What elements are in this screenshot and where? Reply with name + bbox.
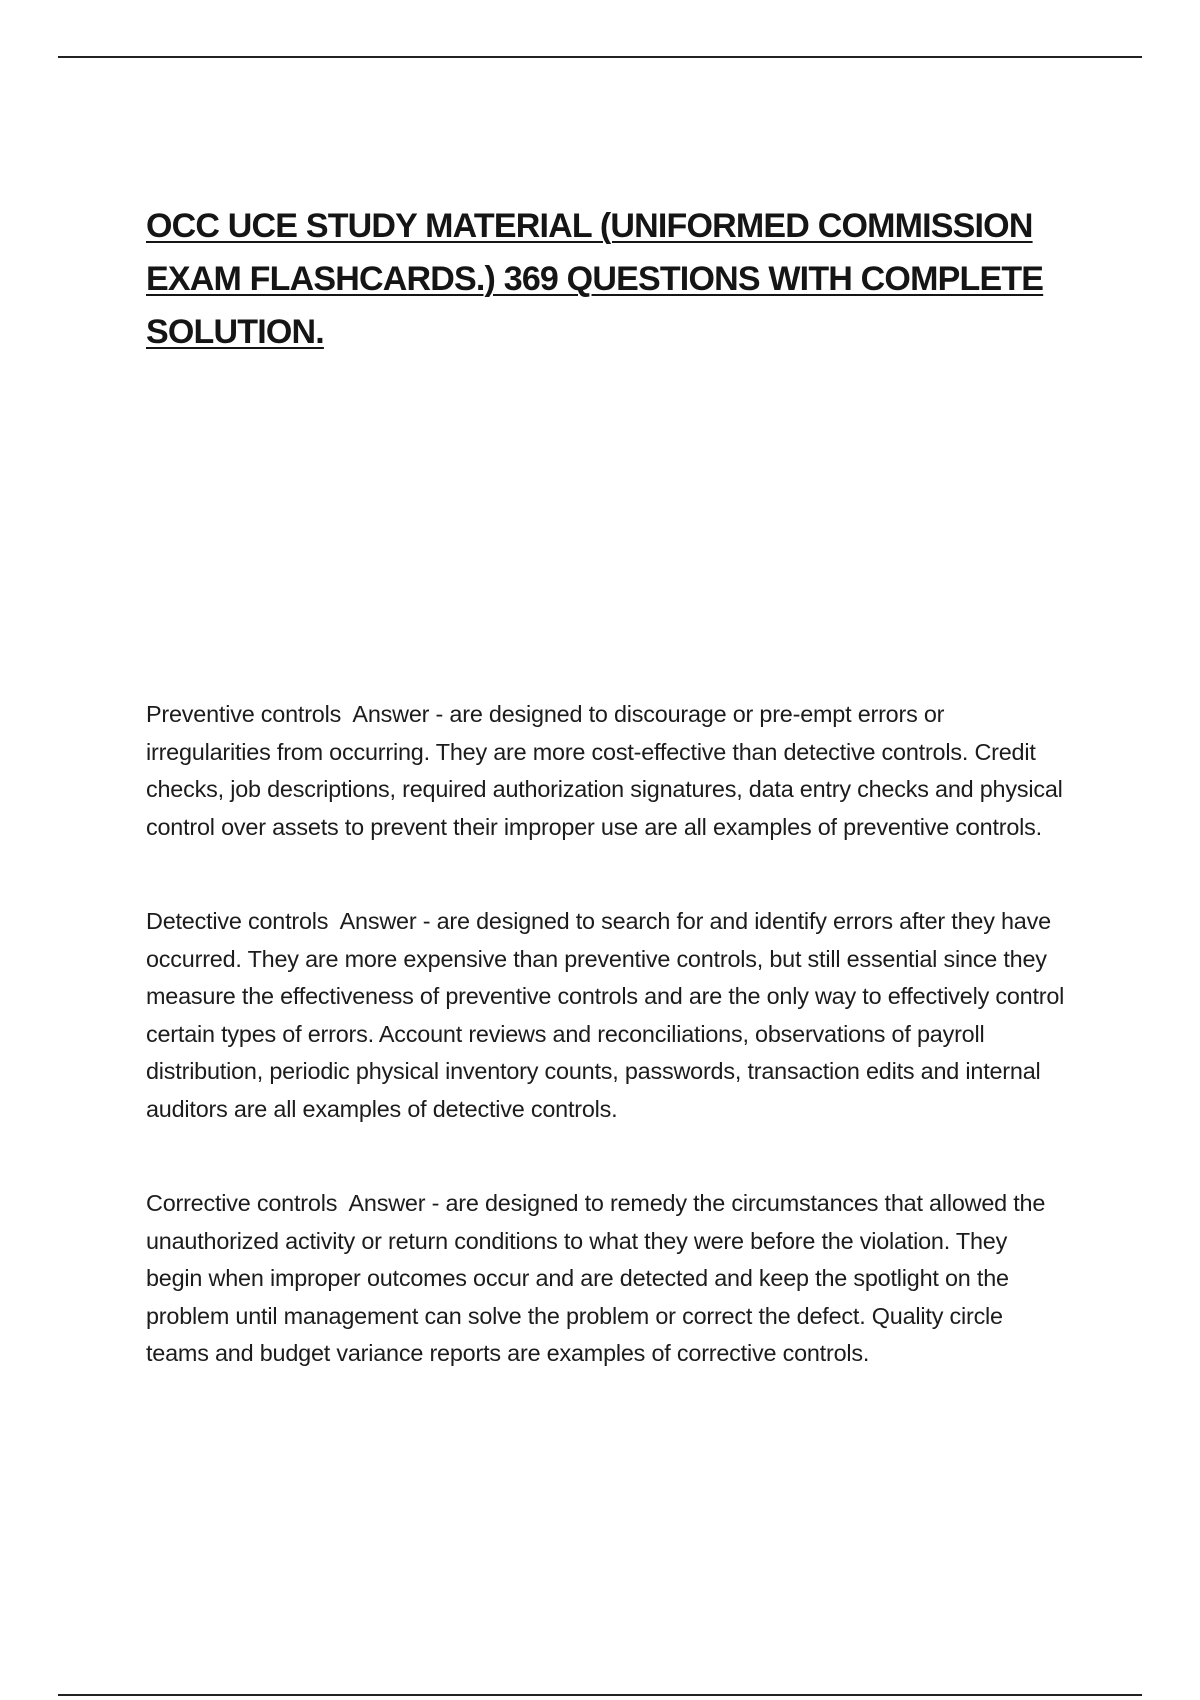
flashcard-term: Preventive controls	[146, 701, 342, 727]
answer-prefix: Answer -	[341, 701, 450, 727]
header-rule	[58, 56, 1142, 58]
flashcard-entry	[146, 903, 1066, 1128]
answer-prefix: Answer -	[337, 1190, 446, 1216]
answer-prefix: Answer -	[328, 908, 437, 934]
flashcard-answer: are designed to remedy the circumstances that allowed the unauthorized activity or return conditions to what they were before the violation. They begin when improper outcomes occur and are detected and keep the spotlight on the problem until management can solve the problem or correct the defect. Quality circle teams and budget variance reports are examples of corrective controls.	[146, 1190, 1046, 1366]
document-title: OCC UCE STUDY MATERIAL (UNIFORMED COMMISSION EXAM FLASHCARDS.) 369 QUESTIONS WITH COMPLETE SOLUTION.	[146, 207, 1044, 351]
footer-rule	[58, 1694, 1142, 1696]
flashcard-list	[146, 696, 1066, 1430]
flashcard-term: Detective controls	[146, 908, 329, 934]
flashcard-term: Corrective controls	[146, 1190, 338, 1216]
flashcard-entry	[146, 696, 1066, 846]
flashcard-answer: are designed to search for and identify errors after they have occurred. They are more expensive than preventive controls, but still essential since they measure the effectiveness of preventive controls and are the only way to effectively control certain types of errors. Account reviews and reconciliations, observations of payroll distribution, periodic physical inventory counts, passwords, transaction edits and internal auditors are all examples of detective controls.	[146, 908, 1065, 1122]
flashcard-answer: are designed to discourage or pre-empt errors or irregularities from occurring. They are more cost-effective than detective controls. Credit checks, job descriptions, required authorization signatures, data entry checks and physical control over assets to prevent their improper use are all examples of preventive controls.	[146, 701, 1063, 840]
flashcard-entry	[146, 1185, 1066, 1373]
